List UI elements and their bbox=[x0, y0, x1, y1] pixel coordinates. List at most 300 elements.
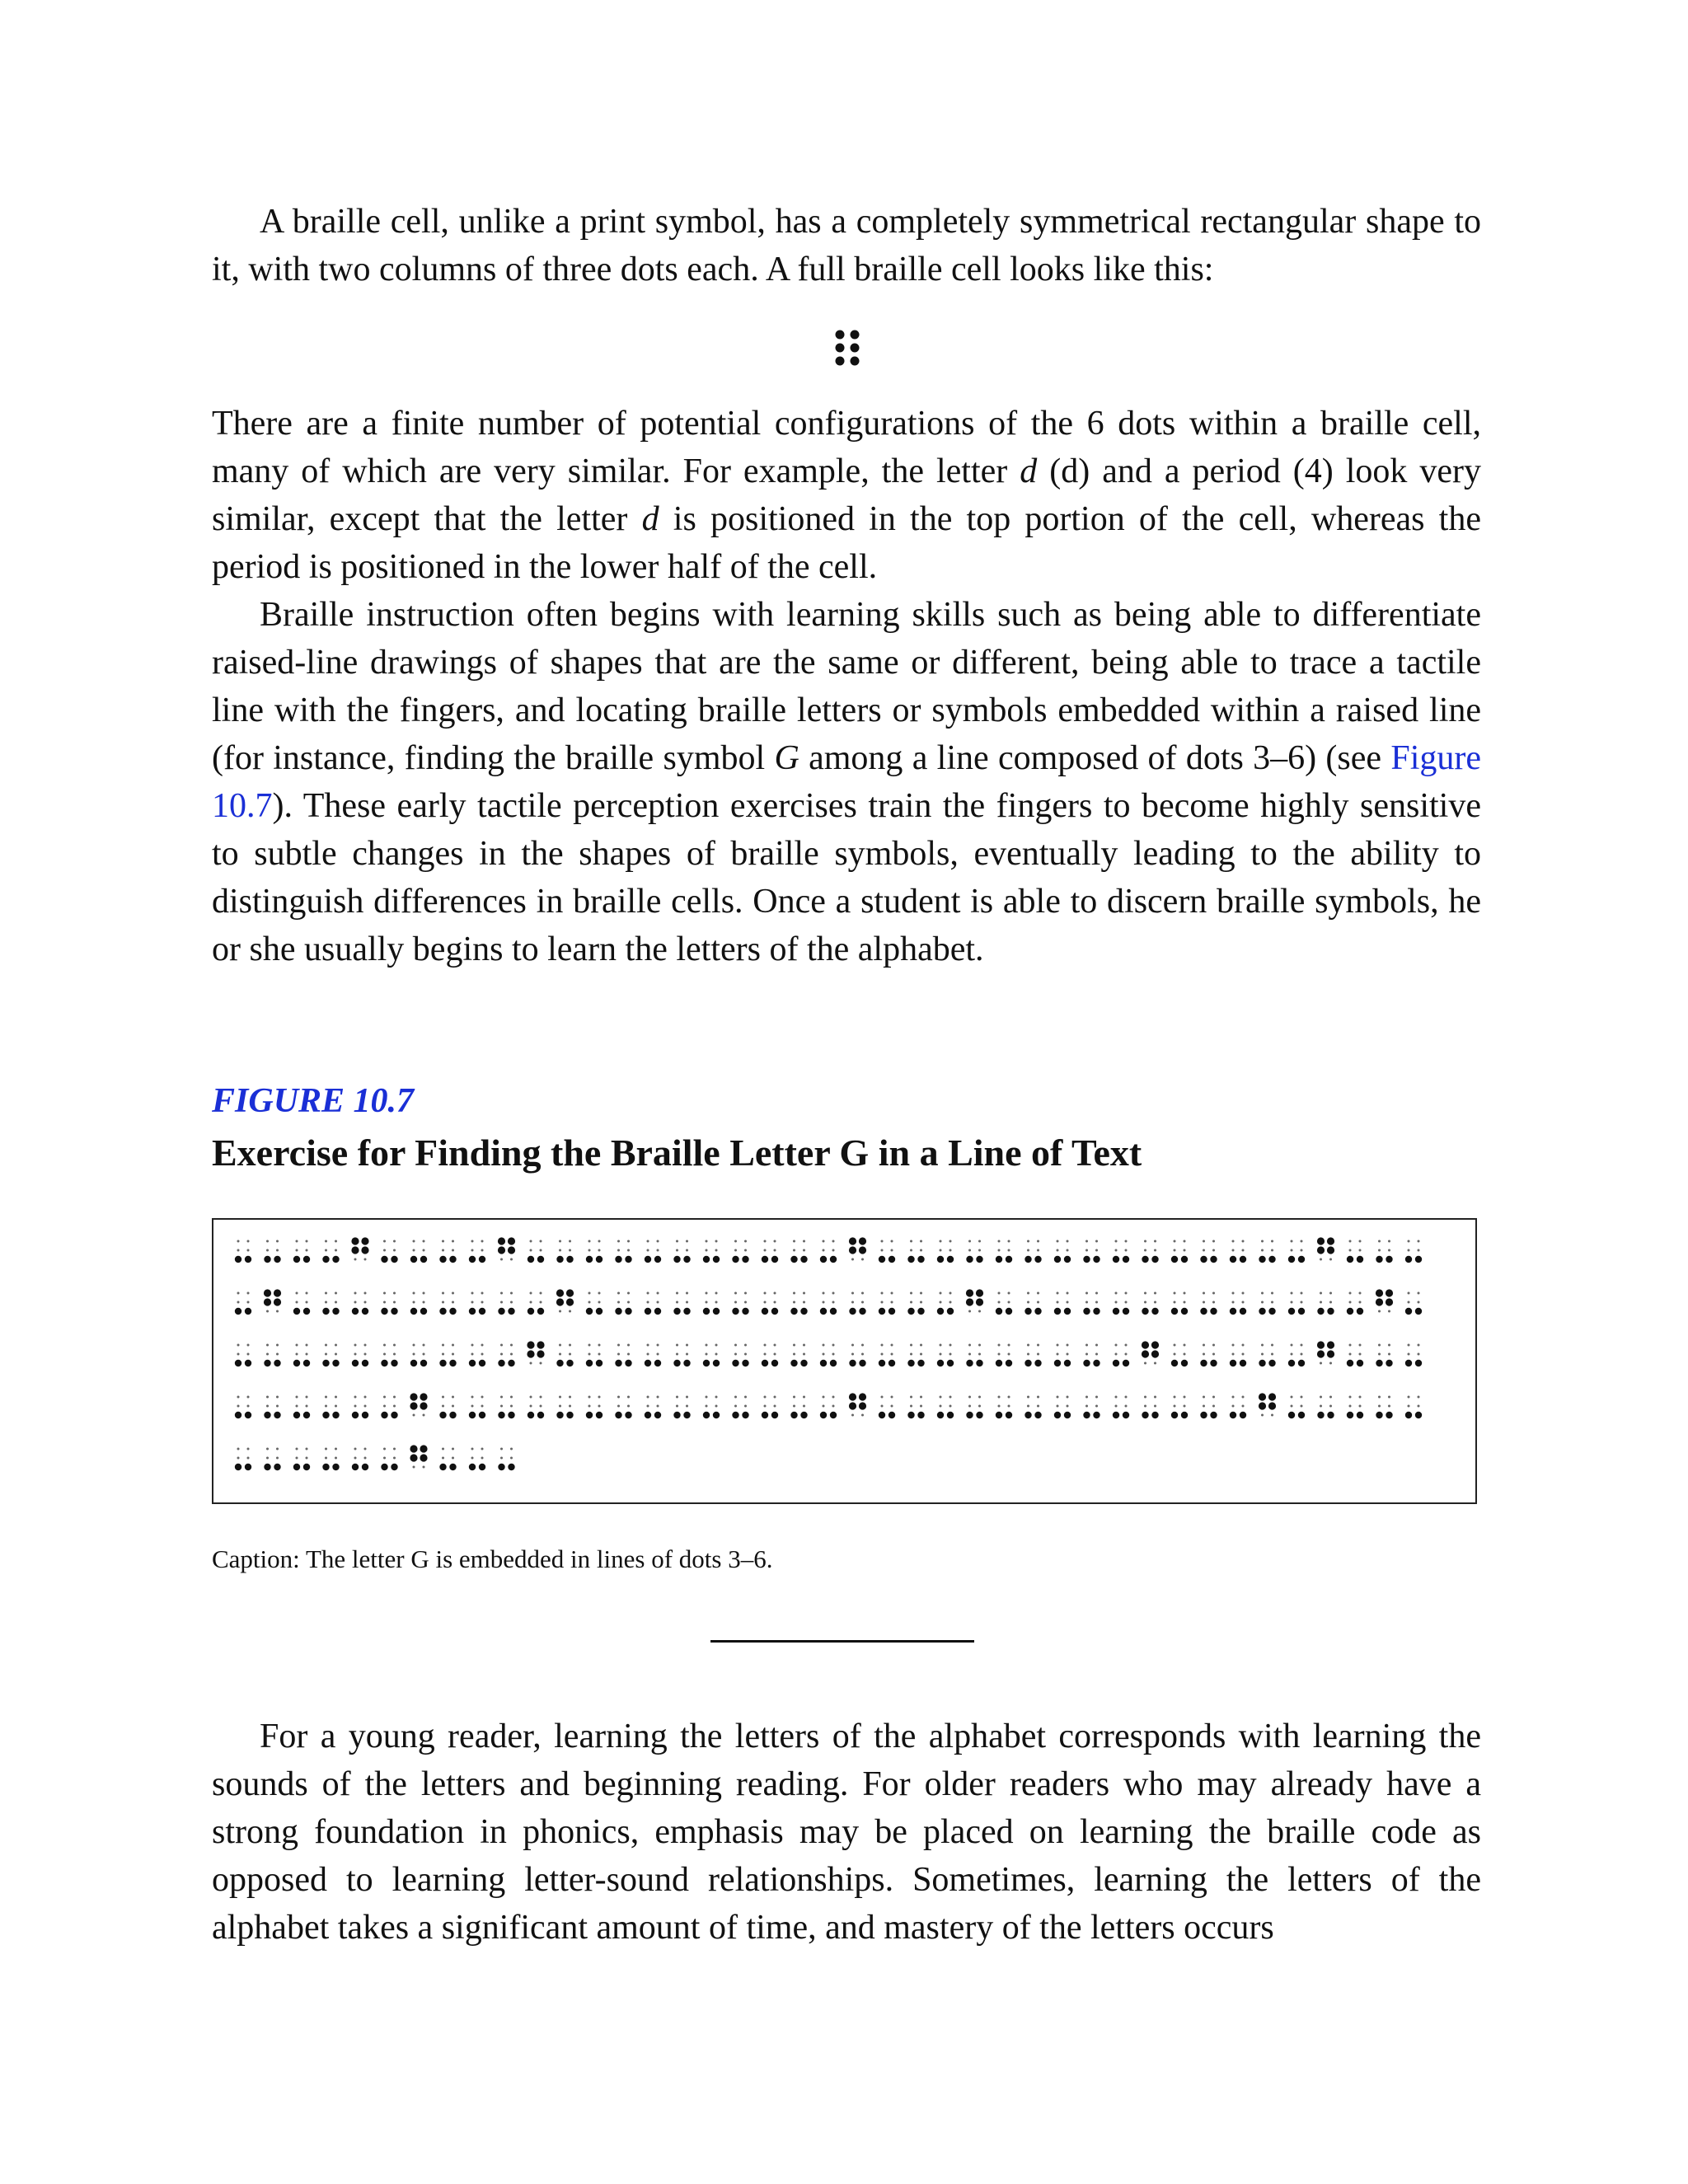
braille-dot-empty bbox=[1027, 1405, 1029, 1408]
braille-dot-empty bbox=[715, 1353, 718, 1356]
braille-dot-raised bbox=[1317, 1308, 1324, 1315]
braille-dot-empty bbox=[530, 1240, 532, 1243]
braille-dot-raised bbox=[1327, 1237, 1334, 1244]
braille-dot-empty bbox=[510, 1301, 513, 1304]
braille-dot-empty bbox=[968, 1396, 971, 1399]
braille-dot-empty bbox=[1212, 1292, 1215, 1295]
braille-dot-empty bbox=[1174, 1396, 1176, 1399]
braille-cell-dots-3-6 bbox=[996, 1396, 1012, 1419]
braille-dot-empty bbox=[471, 1344, 474, 1347]
braille-dot-raised bbox=[362, 1360, 368, 1366]
braille-dot-raised bbox=[498, 1308, 504, 1315]
braille-cell-dots-3-6 bbox=[1083, 1396, 1100, 1419]
braille-dot-empty bbox=[510, 1457, 513, 1460]
braille-dot-raised bbox=[1259, 1393, 1266, 1400]
braille-cell-dots-3-6 bbox=[1288, 1396, 1305, 1419]
braille-dot-empty bbox=[744, 1240, 747, 1243]
braille-dot-raised bbox=[352, 1412, 359, 1418]
braille-dot-raised bbox=[1210, 1256, 1217, 1263]
braille-dot-empty bbox=[296, 1301, 298, 1304]
braille-dot-raised bbox=[537, 1308, 544, 1315]
braille-dot-empty bbox=[1067, 1396, 1069, 1399]
braille-dot-raised bbox=[937, 1360, 944, 1366]
braille-dot-empty bbox=[500, 1396, 503, 1399]
braille-dot-empty bbox=[306, 1292, 308, 1295]
braille-dot-raised bbox=[420, 1308, 427, 1315]
braille-dot-empty bbox=[325, 1344, 327, 1347]
braille-dot-empty bbox=[354, 1292, 357, 1295]
braille-dot-raised bbox=[498, 1360, 504, 1366]
braille-dot-empty bbox=[676, 1292, 678, 1295]
braille-cell-letter-g bbox=[1259, 1393, 1276, 1416]
braille-dot-empty bbox=[823, 1301, 825, 1304]
braille-dot-raised bbox=[645, 1412, 651, 1418]
braille-dot-empty bbox=[627, 1396, 630, 1399]
braille-dot-empty bbox=[559, 1344, 561, 1347]
braille-dot-empty bbox=[1408, 1353, 1410, 1356]
braille-cell-dots-3-6 bbox=[439, 1448, 456, 1471]
braille-cell-dots-3-6 bbox=[849, 1292, 865, 1315]
braille-dot-empty bbox=[764, 1344, 767, 1347]
braille-dot-raised bbox=[849, 1402, 856, 1409]
braille-dot-empty bbox=[1388, 1240, 1390, 1243]
braille-dot-empty bbox=[715, 1249, 718, 1252]
braille-dot-empty bbox=[247, 1344, 250, 1347]
braille-cell-dots-3-6 bbox=[1171, 1240, 1188, 1263]
braille-dot-empty bbox=[266, 1310, 269, 1313]
braille-dot-raised bbox=[1142, 1256, 1148, 1263]
braille-dot-raised bbox=[1113, 1256, 1119, 1263]
braille-dot-empty bbox=[276, 1405, 279, 1408]
braille-dot-empty bbox=[1301, 1292, 1303, 1295]
braille-dot-empty bbox=[1418, 1292, 1420, 1295]
braille-dot-raised bbox=[742, 1360, 748, 1366]
braille-dot-empty bbox=[920, 1240, 922, 1243]
braille-dot-empty bbox=[1154, 1240, 1156, 1243]
braille-dot-empty bbox=[237, 1457, 240, 1460]
braille-cell-dots-3-6 bbox=[732, 1292, 748, 1315]
braille-cell-dots-3-6 bbox=[615, 1292, 631, 1315]
braille-dot-empty bbox=[1408, 1240, 1410, 1243]
braille-dot-raised bbox=[1064, 1308, 1071, 1315]
braille-dot-empty bbox=[383, 1344, 386, 1347]
braille-dot-raised bbox=[391, 1256, 397, 1263]
braille-dot-raised bbox=[274, 1289, 281, 1296]
braille-dot-raised bbox=[469, 1308, 476, 1315]
braille-dot-empty bbox=[1008, 1249, 1010, 1252]
braille-dot-empty bbox=[1125, 1353, 1128, 1356]
braille-dot-empty bbox=[510, 1396, 513, 1399]
text-run: There are a finite number of potential configurations of the 6 dots within a braille cell, many of which are very similar. For example, the letter bbox=[212, 405, 1481, 490]
braille-dot-empty bbox=[832, 1292, 835, 1295]
braille-dot-empty bbox=[1067, 1249, 1069, 1252]
braille-dot-empty bbox=[393, 1292, 396, 1295]
braille-dot-empty bbox=[393, 1396, 396, 1399]
braille-dot-empty bbox=[657, 1405, 659, 1408]
braille-dot-raised bbox=[1415, 1256, 1422, 1263]
braille-dot-empty bbox=[861, 1258, 864, 1261]
braille-dot-empty bbox=[968, 1240, 971, 1243]
braille-dot-raised bbox=[586, 1308, 593, 1315]
braille-dot-raised bbox=[1386, 1256, 1392, 1263]
braille-dot-empty bbox=[706, 1301, 708, 1304]
braille-dot-empty bbox=[588, 1240, 591, 1243]
braille-dot-empty bbox=[881, 1353, 884, 1356]
braille-dot-empty bbox=[1027, 1344, 1029, 1347]
braille-dot-empty bbox=[803, 1292, 805, 1295]
braille-dot-raised bbox=[1200, 1308, 1207, 1315]
braille-dot-raised bbox=[1386, 1298, 1393, 1305]
braille-dot-raised bbox=[683, 1360, 690, 1366]
braille-dot-raised bbox=[1240, 1360, 1246, 1366]
braille-dot-empty bbox=[1320, 1362, 1322, 1365]
braille-dot-empty bbox=[793, 1301, 795, 1304]
braille-dot-raised bbox=[235, 1256, 241, 1263]
braille-dot-raised bbox=[732, 1256, 738, 1263]
braille-dot-empty bbox=[354, 1448, 357, 1451]
braille-dot-raised bbox=[322, 1464, 329, 1470]
braille-dot-raised bbox=[820, 1412, 827, 1418]
braille-dot-empty bbox=[706, 1249, 708, 1252]
braille-dot-empty bbox=[296, 1353, 298, 1356]
braille-dot-empty bbox=[1125, 1344, 1128, 1347]
braille-cell-letter-g bbox=[849, 1237, 866, 1260]
braille-dot-raised bbox=[1240, 1308, 1246, 1315]
braille-dot-empty bbox=[383, 1301, 386, 1304]
braille-dot-empty bbox=[676, 1405, 678, 1408]
braille-dot-raised bbox=[391, 1360, 397, 1366]
braille-dot-empty bbox=[647, 1405, 649, 1408]
braille-dot-empty bbox=[627, 1301, 630, 1304]
braille-dot-empty bbox=[832, 1249, 835, 1252]
braille-dot-empty bbox=[1418, 1353, 1420, 1356]
braille-dot-empty bbox=[1184, 1249, 1186, 1252]
braille-dot-empty bbox=[920, 1396, 922, 1399]
braille-dot-raised bbox=[615, 1412, 621, 1418]
braille-cell-dots-3-6 bbox=[439, 1292, 456, 1315]
braille-dot-empty bbox=[1085, 1301, 1088, 1304]
braille-cell-dots-3-6 bbox=[1142, 1292, 1158, 1315]
braille-dot-empty bbox=[1085, 1405, 1088, 1408]
braille-dot-empty bbox=[510, 1292, 513, 1295]
braille-dot-empty bbox=[676, 1301, 678, 1304]
braille-dot-empty bbox=[1154, 1396, 1156, 1399]
braille-dot-empty bbox=[559, 1405, 561, 1408]
braille-dot-empty bbox=[803, 1301, 805, 1304]
braille-dot-raised bbox=[996, 1412, 1002, 1418]
braille-cell-dots-3-6 bbox=[820, 1292, 837, 1315]
braille-dot-empty bbox=[364, 1396, 367, 1399]
braille-dot-empty bbox=[559, 1353, 561, 1356]
braille-dot-empty bbox=[1184, 1396, 1186, 1399]
braille-dot-raised bbox=[1151, 1412, 1158, 1418]
braille-dot-raised bbox=[322, 1256, 329, 1263]
braille-dot-raised bbox=[352, 1464, 359, 1470]
braille-cell-dots-3-6 bbox=[322, 1396, 339, 1419]
braille-cell-dots-3-6 bbox=[469, 1396, 485, 1419]
braille-dot-empty bbox=[676, 1249, 678, 1252]
braille-dot-empty bbox=[950, 1240, 952, 1243]
braille-dot-empty bbox=[715, 1396, 718, 1399]
braille-dot-empty bbox=[423, 1249, 425, 1252]
paragraph-young-reader bbox=[212, 1713, 1481, 1952]
braille-dot-empty bbox=[1154, 1405, 1156, 1408]
braille-dot-empty bbox=[1203, 1301, 1205, 1304]
braille-dot-empty bbox=[471, 1457, 474, 1460]
braille-dot-raised bbox=[830, 1308, 837, 1315]
braille-dot-empty bbox=[1408, 1301, 1410, 1304]
braille-dot-empty bbox=[1349, 1344, 1352, 1347]
braille-dot-raised bbox=[1347, 1308, 1353, 1315]
braille-cell-dots-3-6 bbox=[645, 1344, 661, 1367]
braille-dot-empty bbox=[383, 1292, 386, 1295]
braille-dot-raised bbox=[508, 1246, 515, 1254]
braille-cell-dots-3-6 bbox=[556, 1344, 573, 1367]
braille-dot-raised bbox=[1200, 1256, 1207, 1263]
braille-dot-raised bbox=[1259, 1308, 1265, 1315]
braille-dot-empty bbox=[481, 1301, 484, 1304]
braille-dot-empty bbox=[1291, 1344, 1293, 1347]
braille-dot-empty bbox=[1378, 1310, 1381, 1313]
braille-dot-empty bbox=[306, 1405, 308, 1408]
braille-dot-empty bbox=[891, 1353, 893, 1356]
braille-dot-empty bbox=[1125, 1405, 1128, 1408]
braille-dot-empty bbox=[588, 1344, 591, 1347]
braille-dot-raised bbox=[1064, 1412, 1071, 1418]
braille-dot-empty bbox=[1008, 1405, 1010, 1408]
braille-dot-empty bbox=[851, 1292, 854, 1295]
braille-cell-dots-3-6 bbox=[439, 1240, 456, 1263]
braille-cell-dots-3-6 bbox=[235, 1448, 251, 1471]
braille-dot-empty bbox=[530, 1405, 532, 1408]
braille-dot-empty bbox=[296, 1240, 298, 1243]
braille-dot-raised bbox=[391, 1464, 397, 1470]
braille-dot-empty bbox=[383, 1457, 386, 1460]
braille-dot-raised bbox=[645, 1256, 651, 1263]
braille-dot-raised bbox=[469, 1412, 476, 1418]
braille-dot-empty bbox=[588, 1292, 591, 1295]
braille-dot-raised bbox=[976, 1360, 982, 1366]
braille-dot-empty bbox=[793, 1292, 795, 1295]
braille-dot-empty bbox=[686, 1249, 688, 1252]
braille-dot-empty bbox=[774, 1292, 776, 1295]
braille-dot-empty bbox=[325, 1292, 327, 1295]
braille-dot-empty bbox=[325, 1396, 327, 1399]
braille-dot-raised bbox=[332, 1412, 339, 1418]
braille-dot-empty bbox=[237, 1344, 240, 1347]
braille-dot-empty bbox=[1095, 1396, 1098, 1399]
braille-dot-raised bbox=[381, 1308, 387, 1315]
braille-dot-empty bbox=[306, 1396, 308, 1399]
braille-cell-letter-g bbox=[410, 1393, 427, 1416]
braille-dot-empty bbox=[744, 1249, 747, 1252]
braille-dot-empty bbox=[1115, 1405, 1118, 1408]
braille-cell-dots-3-6 bbox=[879, 1292, 895, 1315]
braille-dot-empty bbox=[686, 1396, 688, 1399]
braille-dot-empty bbox=[861, 1301, 864, 1304]
braille-dot-empty bbox=[500, 1457, 503, 1460]
braille-dot-empty bbox=[335, 1344, 337, 1347]
braille-dot-empty bbox=[1095, 1240, 1098, 1243]
braille-dot-raised bbox=[820, 1256, 827, 1263]
braille-dot-empty bbox=[734, 1396, 737, 1399]
braille-dot-empty bbox=[968, 1405, 971, 1408]
braille-dot-empty bbox=[920, 1292, 922, 1295]
braille-dot-empty bbox=[881, 1405, 884, 1408]
braille-dot-empty bbox=[1115, 1353, 1118, 1356]
braille-dot-empty bbox=[598, 1344, 601, 1347]
braille-dot-empty bbox=[657, 1249, 659, 1252]
braille-dot-raised bbox=[683, 1256, 690, 1263]
braille-dot-empty bbox=[891, 1301, 893, 1304]
braille-dot-empty bbox=[891, 1396, 893, 1399]
braille-cell-dots-3-6 bbox=[381, 1396, 397, 1419]
braille-dot-empty bbox=[1125, 1301, 1128, 1304]
braille-dot-empty bbox=[686, 1292, 688, 1295]
braille-dot-empty bbox=[383, 1353, 386, 1356]
braille-dot-raised bbox=[1347, 1412, 1353, 1418]
braille-dot-raised bbox=[596, 1308, 603, 1315]
braille-dot-raised bbox=[703, 1360, 710, 1366]
braille-dot-empty bbox=[1174, 1344, 1176, 1347]
braille-dot-raised bbox=[264, 1256, 270, 1263]
braille-cell-dots-3-6 bbox=[235, 1292, 251, 1315]
braille-cell-dots-3-6 bbox=[1230, 1240, 1246, 1263]
braille-dot-empty bbox=[940, 1240, 942, 1243]
braille-dot-empty bbox=[920, 1301, 922, 1304]
braille-dot-raised bbox=[966, 1289, 973, 1296]
braille-dot-empty bbox=[569, 1240, 571, 1243]
braille-cell-dots-3-6 bbox=[790, 1292, 807, 1315]
braille-cell-dots-3-6 bbox=[703, 1240, 720, 1263]
braille-dot-empty bbox=[950, 1249, 952, 1252]
braille-dot-raised bbox=[1317, 1246, 1325, 1254]
braille-dot-empty bbox=[1408, 1344, 1410, 1347]
braille-dot-raised bbox=[498, 1412, 504, 1418]
braille-dot-empty bbox=[1067, 1240, 1069, 1243]
braille-dot-raised bbox=[293, 1464, 300, 1470]
braille-dot-empty bbox=[617, 1301, 620, 1304]
braille-dot-empty bbox=[1242, 1240, 1245, 1243]
braille-dot-raised bbox=[361, 1237, 368, 1244]
braille-cell-letter-g bbox=[966, 1289, 983, 1312]
braille-dot-empty bbox=[647, 1396, 649, 1399]
braille-dot-raised bbox=[771, 1256, 778, 1263]
braille-dot-raised bbox=[1347, 1360, 1353, 1366]
braille-dot-raised bbox=[1415, 1308, 1422, 1315]
braille-dot-empty bbox=[471, 1396, 474, 1399]
braille-dot-raised bbox=[245, 1308, 251, 1315]
braille-dot-empty bbox=[559, 1396, 561, 1399]
braille-dot-raised bbox=[245, 1412, 251, 1418]
braille-dot-empty bbox=[598, 1301, 601, 1304]
braille-dot-raised bbox=[498, 1464, 504, 1470]
figure-caption: Caption: The letter G is embedded in lines of dots 3–6. bbox=[212, 1544, 773, 1573]
braille-dot-raised bbox=[449, 1360, 456, 1366]
braille-dot-raised bbox=[937, 1256, 944, 1263]
braille-dot-empty bbox=[1174, 1249, 1176, 1252]
text-run: ). These early tactile perception exercises train the fingers to become highly sensitive to subtle changes in the shapes of braille symbols, eventually leading to the ability to distinguish differences in braille cells. Once a student is able to discern braille symbols, he or she usually begins to learn the letters of the alphabet. bbox=[212, 787, 1481, 968]
braille-cell-dots-3-6 bbox=[762, 1396, 778, 1419]
braille-cell-dots-3-6 bbox=[1376, 1240, 1392, 1263]
braille-dot-raised bbox=[615, 1360, 621, 1366]
braille-dot-empty bbox=[540, 1396, 542, 1399]
braille-cell-letter-g bbox=[351, 1237, 368, 1260]
braille-dot-raised bbox=[673, 1308, 680, 1315]
paragraph-text: For a young reader, learning the letters of the alphabet corresponds with learning the sounds of the letters and beginning reading. For older readers who may already have a strong foundation in phonics, emphasis may be placed on learning the braille code as opposed to learning letter-sound relationships. Sometimes, learning the letters of the alphabet takes a significant amount of time, and mastery of the letters occurs bbox=[212, 1718, 1481, 1947]
braille-cell-dots-3-6 bbox=[996, 1344, 1012, 1367]
braille-dot-raised bbox=[1083, 1360, 1090, 1366]
braille-dot-empty bbox=[832, 1301, 835, 1304]
braille-dot-raised bbox=[352, 1360, 359, 1366]
braille-cell-dots-3-6 bbox=[352, 1448, 368, 1471]
braille-dot-raised bbox=[1376, 1360, 1382, 1366]
braille-dot-empty bbox=[774, 1240, 776, 1243]
braille-exercise-figure bbox=[212, 1218, 1477, 1504]
braille-dot-raised bbox=[469, 1464, 476, 1470]
braille-dot-empty bbox=[500, 1353, 503, 1356]
braille-dot-raised bbox=[537, 1256, 544, 1263]
braille-dot-raised bbox=[820, 1360, 827, 1366]
braille-dot-raised bbox=[947, 1256, 954, 1263]
braille-dot-raised bbox=[937, 1412, 944, 1418]
braille-dot-empty bbox=[1301, 1396, 1303, 1399]
braille-dot-empty bbox=[354, 1344, 357, 1347]
braille-dot-empty bbox=[540, 1240, 542, 1243]
figure-link[interactable]: Figure 10.7 bbox=[212, 739, 1481, 825]
braille-dot-raised bbox=[947, 1308, 954, 1315]
braille-dot-empty bbox=[1212, 1396, 1215, 1399]
braille-dot-empty bbox=[617, 1240, 620, 1243]
braille-dot-empty bbox=[276, 1310, 279, 1313]
braille-dot-raised bbox=[449, 1464, 456, 1470]
braille-dot-raised bbox=[917, 1412, 924, 1418]
braille-dot-raised bbox=[1151, 1256, 1158, 1263]
braille-dot-raised bbox=[849, 1308, 856, 1315]
braille-dot-empty bbox=[851, 1414, 854, 1417]
braille-dot-raised bbox=[790, 1360, 797, 1366]
braille-dot-empty bbox=[744, 1301, 747, 1304]
braille-dot-empty bbox=[1212, 1353, 1215, 1356]
braille-dot-raised bbox=[966, 1360, 973, 1366]
braille-dot-empty bbox=[588, 1249, 591, 1252]
braille-cell-dots-3-6 bbox=[528, 1292, 544, 1315]
braille-dot-raised bbox=[1240, 1256, 1246, 1263]
braille-dot-raised bbox=[362, 1308, 368, 1315]
braille-cell-dots-3-6 bbox=[352, 1396, 368, 1419]
braille-dot-empty bbox=[423, 1301, 425, 1304]
braille-dot-empty bbox=[1085, 1240, 1088, 1243]
braille-dot-empty bbox=[1212, 1405, 1215, 1408]
text-run: is positioned in the top portion of the cell, whereas the period is positioned in the lower half of the cell. bbox=[212, 500, 1481, 586]
braille-dot-raised bbox=[917, 1360, 924, 1366]
braille-cell-dots-3-6 bbox=[586, 1292, 603, 1315]
braille-dot-empty bbox=[627, 1240, 630, 1243]
braille-dot-empty bbox=[500, 1344, 503, 1347]
braille-dot-raised bbox=[1405, 1412, 1412, 1418]
braille-dot-raised bbox=[1298, 1308, 1305, 1315]
braille-dot-empty bbox=[627, 1292, 630, 1295]
braille-cell-dots-3-6 bbox=[849, 1344, 865, 1367]
braille-dot-raised bbox=[479, 1256, 485, 1263]
braille-dot-empty bbox=[500, 1448, 503, 1451]
braille-dot-empty bbox=[1261, 1301, 1264, 1304]
text-run: Braille instruction often begins with learning skills such as being able to differentiate raised-line drawings of shapes that are the same or different, being able to trace a tactile line with the fingers, and locating braille letters or symbols embedded within a raised line (for instance, finding the braille symbol bbox=[212, 596, 1481, 777]
braille-dot-empty bbox=[734, 1344, 737, 1347]
braille-cell-dots-3-6 bbox=[996, 1292, 1012, 1315]
braille-dot-raised bbox=[654, 1308, 661, 1315]
braille-dot-raised bbox=[586, 1256, 593, 1263]
